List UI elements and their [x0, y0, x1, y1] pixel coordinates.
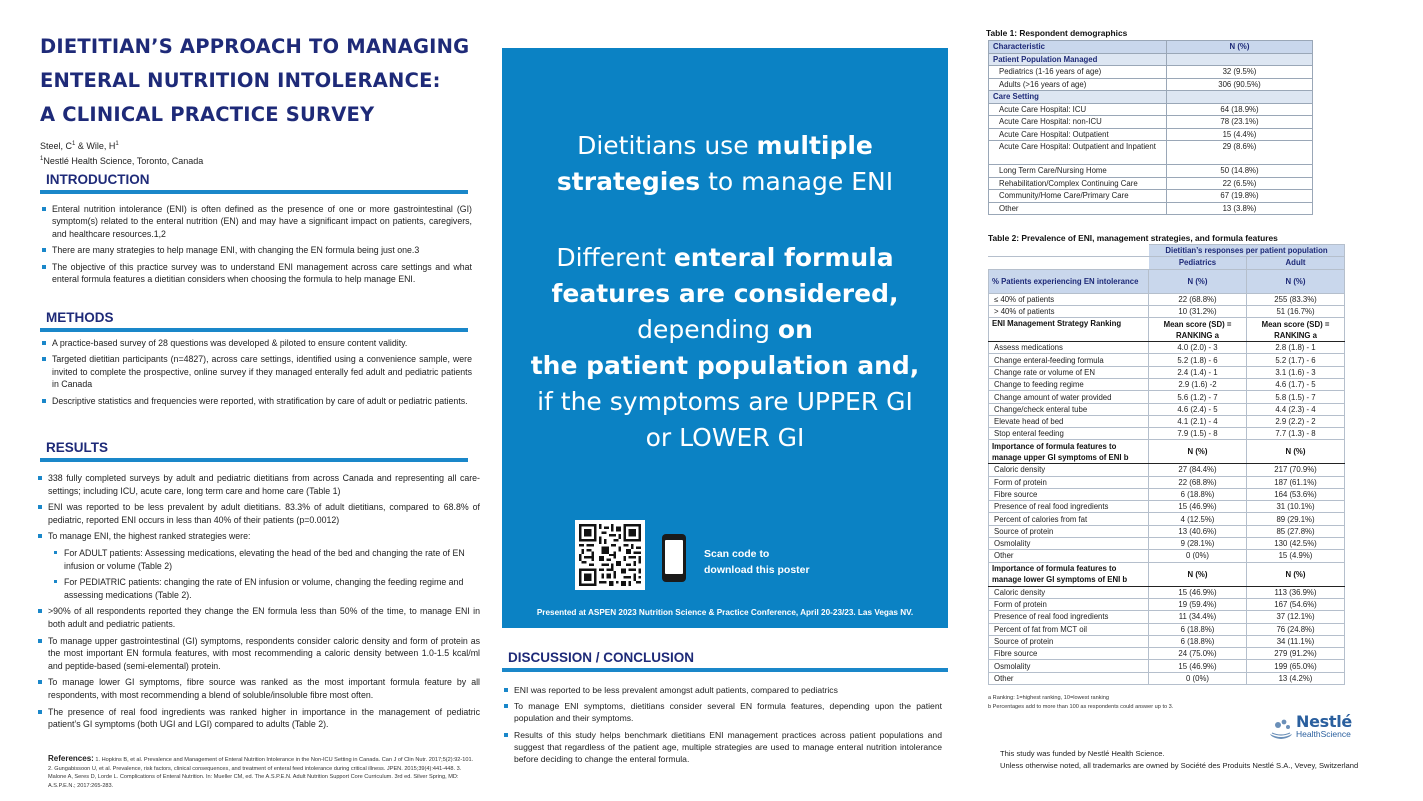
t2-row-value: 51 (16.7%) [1247, 305, 1345, 317]
footnote-a: a Ranking: 1=highest ranking, 10=lowest ranking [988, 695, 1109, 701]
t2-col-adult: Adult [1247, 257, 1345, 269]
t2-row-label: Change/check enteral tube [989, 403, 1149, 415]
t2-mean-header: Mean score (SD) = RANKING a [1149, 318, 1247, 342]
t1-cell: Rehabilitation/Complex Continuing Care [989, 177, 1167, 190]
t2-row-label: Form of protein [989, 476, 1149, 488]
t2-row-value: 27 (84.4%) [1149, 464, 1247, 476]
t2-row-value: 24 (75.0%) [1149, 648, 1247, 660]
t2-upper-row [989, 538, 1345, 550]
t2-row-label: Change to feeding regime [989, 379, 1149, 391]
affiliation-sup: 1 [40, 156, 44, 162]
references-label: References: [48, 754, 94, 763]
results-bullet: To manage upper gastrointestinal (GI) symptoms, respondents consider caloric density and form of protein as the most important EN formula features, with most recommending a caloric density between 1.0-1.5 kcal/ml and peptide-based (semi-elemental) protein. [36, 635, 480, 673]
author-2: & Wile, H [75, 141, 116, 151]
t2-row-value: 5.6 (1.2) - 7 [1149, 391, 1247, 403]
t2-row-value: 15 (46.9%) [1149, 586, 1247, 598]
t1-cell: 306 (90.5%) [1167, 78, 1313, 91]
author-2-sup: 1 [115, 141, 119, 147]
t2-lower-row [989, 672, 1345, 684]
t1-cell: Acute Care Hospital: Outpatient and Inpatient [989, 141, 1167, 165]
results-bullet: 338 fully completed surveys by adult and pediatric dietitians from across Canada and representing all care-settings; including ICU, acute care, long term care and home care (Table 1) [36, 472, 480, 497]
t2-row-value: 164 (53.6%) [1247, 488, 1345, 500]
references-text: 1. Hopkins B, et al. Prevalence and Management of Enteral Nutrition Intolerance in the Non-ICU Setting in Canada. Can J of Clin Nutr. 2017;5(2):92-101. 2. Gungabissoon U, et al. Prevalence, risk factors, clinical consequences, and treatment of enteral feed intolerance during critical illness. JPEN. 2015;39(4):441-448. 3. Malone A, Seres D, Lorde L. Complications of Enteral Nutrition. In: Mueller CM, ed. The A.S.P.E.N. Adult Nutrition Support Core Curriculum. 3rd ed. Silver Spring, MD: A.S.P.E.N.; 2017:265-283. [48, 757, 474, 789]
funding-note [1000, 748, 1358, 772]
msg-bold: on [777, 315, 813, 344]
t2-row-label: Form of protein [989, 598, 1149, 610]
results-sub-bullet: For ADULT patients: Assessing medications, elevating the head of the bed and changing the rate of EN infusion or volume (Table 2) [36, 547, 480, 572]
t2-super-header: Dietitian’s responses per patient population [1149, 245, 1345, 257]
discussion-list [502, 684, 942, 769]
funding-line-2: Unless otherwise noted, all trademarks are owned by Société des Produits Nestlé S.A., Vevey, Switzerland [1000, 761, 1359, 770]
author-1: Steel, C [40, 141, 73, 151]
t2-group-strategy: ENI Management Strategy Ranking [989, 318, 1149, 342]
results-heading: RESULTS [46, 440, 109, 455]
t2-row-label: Osmolality [989, 660, 1149, 672]
t2-row-value: 15 (4.9%) [1247, 550, 1345, 562]
msg-text: depending [637, 315, 778, 344]
t2-row-label: Change enteral-feeding formula [989, 354, 1149, 366]
title-line-2: ENTERAL NUTRITION INTOLERANCE: [40, 69, 441, 92]
t2-row-value: 199 (65.0%) [1247, 660, 1345, 672]
t2-row-value: 19 (59.4%) [1149, 598, 1247, 610]
t2-row-value: 4.1 (2.1) - 4 [1149, 415, 1247, 427]
t2-lower-row [989, 648, 1345, 660]
t2-lower-row [989, 660, 1345, 672]
t2-row-value: 11 (34.4%) [1149, 611, 1247, 623]
t1-cell: 67 (19.8%) [1167, 190, 1313, 203]
t1-cell: 50 (14.8%) [1167, 165, 1313, 178]
introduction-bar [40, 190, 468, 194]
table1-demographics [988, 40, 1313, 215]
footnote-b: b Percentages add to more than 100 as respondents could answer up to 3. [988, 704, 1174, 710]
results-bullet: ENI was reported to be less prevalent by adult dietitians. 83.3% of adult dietitians, compared to 68.8% of pediatric, reported ENI occurs in less than 40% of their patients (p=0.0012) [36, 501, 480, 526]
t2-row-value: 34 (11.1%) [1247, 635, 1345, 647]
logo-wordmark: Nestlé [1296, 712, 1352, 731]
t2-row-value: 22 (68.8%) [1149, 293, 1247, 305]
affiliation: Nestlé Health Science, Toronto, Canada [43, 156, 204, 166]
results-bullet: The presence of real food ingredients was ranked higher in importance in the management of pediatric patient’s GI symptoms (both UGI and LGI) compared to adults (Table 2). [36, 706, 480, 731]
scan-instructions [704, 546, 810, 578]
poster-title [40, 30, 490, 132]
t1-cell: Other [989, 202, 1167, 215]
t2-strategy-row [989, 403, 1345, 415]
intro-bullet: There are many strategies to help manage ENI, with changing the EN formula being just one.3 [40, 244, 472, 256]
msg-bold: multiple [756, 131, 873, 160]
t2-npct: N (%) [1149, 562, 1247, 586]
t2-row-value: 13 (4.2%) [1247, 672, 1345, 684]
t1-header: N (%) [1167, 41, 1313, 54]
t2-row-value: 4 (12.5%) [1149, 513, 1247, 525]
t2-row-value: 15 (46.9%) [1149, 660, 1247, 672]
table2-caption: Table 2: Prevalence of ENI, management strategies, and formula features [988, 233, 1278, 243]
qr-code[interactable] [575, 520, 645, 590]
discussion-bullet: ENI was reported to be less prevalent amongst adult patients, compared to pediatrics [502, 684, 942, 696]
t2-strategy-row [989, 415, 1345, 427]
t2-row-value: 4.4 (2.3) - 4 [1247, 403, 1345, 415]
t2-row-label: Assess medications [989, 342, 1149, 354]
t2-row-value: 5.2 (1.8) - 6 [1149, 354, 1247, 366]
title-line-3: A CLINICAL PRACTICE SURVEY [40, 103, 375, 126]
t2-row-value: 6 (18.8%) [1149, 488, 1247, 500]
t2-row-value: 167 (54.6%) [1247, 598, 1345, 610]
msg-text: Different [556, 243, 674, 272]
t2-prevalence-row [989, 293, 1345, 305]
t2-row-label: Percent of fat from MCT oil [989, 623, 1149, 635]
table2-footnotes [988, 694, 1173, 712]
t2-row-value: 76 (24.8%) [1247, 623, 1345, 635]
t1-group: Patient Population Managed [989, 53, 1167, 66]
t1-cell: Acute Care Hospital: Outpatient [989, 128, 1167, 141]
t1-cell: 32 (9.5%) [1167, 66, 1313, 79]
t2-row-label: Source of protein [989, 635, 1149, 647]
t2-row-label: Stop enteral feeding [989, 428, 1149, 440]
results-bar [40, 458, 468, 462]
discussion-heading: DISCUSSION / CONCLUSION [508, 650, 695, 665]
t1-cell: 29 (8.6%) [1167, 141, 1313, 165]
t2-row-value: 7.9 (1.5) - 8 [1149, 428, 1247, 440]
intro-bullet: Enteral nutrition intolerance (ENI) is often defined as the presence of one or more gastrointestinal (GI) symptom(s) related to the enteral nutrition (EN) and may have a significant impact on patients, caregivers, and healthcare resources.1,2 [40, 203, 472, 240]
t2-row-label: Fibre source [989, 648, 1149, 660]
table2-prevalence [988, 244, 1345, 685]
discussion-bar [502, 668, 948, 672]
t2-row-label: Presence of real food ingredients [989, 611, 1149, 623]
t1-cell: Community/Home Care/Primary Care [989, 190, 1167, 203]
t2-row-value: 4.6 (2.4) - 5 [1149, 403, 1247, 415]
t2-strategy-row [989, 354, 1345, 366]
t2-group-upper: Importance of formula features to manage upper GI symptoms of ENI b [989, 440, 1149, 464]
t2-row-label: > 40% of patients [989, 305, 1149, 317]
t1-cell: 64 (18.9%) [1167, 103, 1313, 116]
t2-row-value: 0 (0%) [1149, 672, 1247, 684]
methods-bar [40, 328, 468, 332]
t2-row-value: 5.2 (1.7) - 6 [1247, 354, 1345, 366]
t2-lower-row [989, 611, 1345, 623]
t2-mean-header: Mean score (SD) = RANKING a [1247, 318, 1345, 342]
key-message-panel [502, 48, 948, 628]
t2-row-value: 15 (46.9%) [1149, 501, 1247, 513]
scan-line-1: Scan code to [704, 548, 770, 560]
key-message [502, 128, 948, 456]
title-line-1: DIETITIAN’S APPROACH TO MANAGING [40, 35, 470, 58]
logo-subtitle: HealthScience [1296, 729, 1351, 739]
discussion-bullet: Results of this study helps benchmark dietitians ENI management practices across patient populations and suggest that regardless of the patient age, multiple strategies are used to manage enteral nutrition intolerance before deciding to change the enteral formula. [502, 729, 942, 766]
results-list [36, 472, 480, 735]
results-bullet: To manage lower GI symptoms, fibre source was ranked as the most important formula feature by all respondents, with most recommending a blend of soluble/insoluble fibre most often. [36, 676, 480, 701]
t2-row-value: 217 (70.9%) [1247, 464, 1345, 476]
t2-row-value: 279 (91.2%) [1247, 648, 1345, 660]
msg-bold: features are considered, [551, 279, 899, 308]
t2-prevalence-row [989, 305, 1345, 317]
phone-icon [662, 534, 686, 582]
t2-group-lower: Importance of formula features to manage lower GI symptoms of ENI b [989, 562, 1149, 586]
discussion-bullet: To manage ENI symptoms, dietitians consider several EN formula features, depending upon the patient population and their symptoms. [502, 700, 942, 724]
t2-npct: N (%) [1149, 269, 1247, 293]
nestle-health-science-logo [1296, 712, 1352, 739]
t2-row-label: Source of protein [989, 525, 1149, 537]
t2-row-value: 0 (0%) [1149, 550, 1247, 562]
t2-row-label: Other [989, 672, 1149, 684]
t2-strategy-row [989, 342, 1345, 354]
t2-upper-row [989, 476, 1345, 488]
funding-line-1: This study was funded by Nestlé Health Science. [1000, 749, 1165, 758]
t2-row-label: Elevate head of bed [989, 415, 1149, 427]
t2-strategy-row [989, 428, 1345, 440]
t2-row-label: Change rate or volume of EN [989, 366, 1149, 378]
t2-row-label: ≤ 40% of patients [989, 293, 1149, 305]
methods-bullet: A practice-based survey of 28 questions was developed & piloted to ensure content validity. [40, 337, 472, 349]
t1-cell: 15 (4.4%) [1167, 128, 1313, 141]
t2-npct: N (%) [1247, 269, 1345, 293]
t2-group-prevalence: % Patients experiencing EN intolerance [989, 269, 1149, 293]
t2-row-value: 113 (36.9%) [1247, 586, 1345, 598]
t2-row-value: 4.0 (2.0) - 3 [1149, 342, 1247, 354]
t1-cell: Adults (>16 years of age) [989, 78, 1167, 91]
t2-row-value: 22 (68.8%) [1149, 476, 1247, 488]
t2-row-value: 4.6 (1.7) - 5 [1247, 379, 1345, 391]
t2-row-value: 5.8 (1.5) - 7 [1247, 391, 1345, 403]
t2-strategy-row [989, 391, 1345, 403]
t2-row-value: 31 (10.1%) [1247, 501, 1345, 513]
t2-row-label: Caloric density [989, 464, 1149, 476]
methods-heading: METHODS [46, 310, 114, 325]
t2-row-label: Fibre source [989, 488, 1149, 500]
msg-bold: strategies [556, 167, 701, 196]
presented-at: Presented at ASPEN 2023 Nutrition Science & Practice Conference, April 20-23/23. Las Vegas NV. [536, 608, 914, 617]
t2-row-label: Change amount of water provided [989, 391, 1149, 403]
t2-npct: N (%) [1149, 440, 1247, 464]
msg-text: Dietitians use [577, 131, 757, 160]
t2-row-value: 7.7 (1.3) - 8 [1247, 428, 1345, 440]
t2-lower-row [989, 598, 1345, 610]
t2-row-value: 85 (27.8%) [1247, 525, 1345, 537]
authors [40, 138, 203, 168]
msg-bold: the patient population and, [530, 351, 920, 380]
t1-cell: Pediatrics (1-16 years of age) [989, 66, 1167, 79]
msg-bold: enteral formula [673, 243, 894, 272]
t2-row-value: 13 (40.6%) [1149, 525, 1247, 537]
table1-caption: Table 1: Respondent demographics [986, 28, 1128, 38]
methods-bullet: Targeted dietitian participants (n=4827), across care settings, identified using a convenience sample, were invited to complete the prospective, online survey if they managed enterally fed adult and pediatric patients in Canada [40, 353, 472, 390]
t2-row-label: Other [989, 550, 1149, 562]
t2-upper-row [989, 501, 1345, 513]
t2-row-value: 6 (18.8%) [1149, 635, 1247, 647]
t1-header: Characteristic [989, 41, 1167, 54]
t2-upper-row [989, 525, 1345, 537]
introduction-list [40, 203, 472, 289]
t2-npct: N (%) [1247, 440, 1345, 464]
t2-row-value: 3.1 (1.6) - 3 [1247, 366, 1345, 378]
t2-strategy-row [989, 379, 1345, 391]
results-bullet: >90% of all respondents reported they change the EN formula less than 50% of the time, to manage ENI in both adult and pediatric patients. [36, 605, 480, 630]
nest-icon [1268, 716, 1294, 740]
t2-lower-row [989, 635, 1345, 647]
t2-row-value: 2.4 (1.4) - 1 [1149, 366, 1247, 378]
t1-cell: Long Term Care/Nursing Home [989, 165, 1167, 178]
t2-row-value: 2.9 (2.2) - 2 [1247, 415, 1345, 427]
t1-cell: Acute Care Hospital: non-ICU [989, 116, 1167, 129]
t2-upper-row [989, 464, 1345, 476]
t2-row-value: 10 (31.2%) [1149, 305, 1247, 317]
t2-row-label: Caloric density [989, 586, 1149, 598]
t2-row-label: Osmolality [989, 538, 1149, 550]
intro-bullet: The objective of this practice survey was to understand ENI management across care settings and what enteral formula features a dietitian considers when choosing the formula to help manage ENI. [40, 261, 472, 286]
references [48, 755, 478, 790]
t2-col-pediatrics: Pediatrics [1149, 257, 1247, 269]
t2-row-value: 255 (83.3%) [1247, 293, 1345, 305]
t2-upper-row [989, 550, 1345, 562]
scan-line-2: download this poster [704, 564, 810, 576]
results-sub-bullet: For PEDIATRIC patients: changing the rate of EN infusion or volume, changing the feeding regime and assessing medications (Table 2). [36, 576, 480, 601]
t2-lower-row [989, 623, 1345, 635]
t2-row-value: 2.9 (1.6) -2 [1149, 379, 1247, 391]
introduction-heading: INTRODUCTION [46, 172, 150, 187]
author-1-sup: 1 [72, 141, 76, 147]
t2-row-value: 37 (12.1%) [1247, 611, 1345, 623]
t2-row-value: 89 (29.1%) [1247, 513, 1345, 525]
t1-cell: Acute Care Hospital: ICU [989, 103, 1167, 116]
t1-cell: 78 (23.1%) [1167, 116, 1313, 129]
t2-row-label: Presence of real food ingredients [989, 501, 1149, 513]
t1-cell: 13 (3.8%) [1167, 202, 1313, 215]
t2-upper-row [989, 488, 1345, 500]
t2-row-label: Percent of calories from fat [989, 513, 1149, 525]
t2-upper-row [989, 513, 1345, 525]
t2-row-value: 6 (18.8%) [1149, 623, 1247, 635]
t2-row-value: 9 (28.1%) [1149, 538, 1247, 550]
msg-text: if the symptoms are UPPER GI [537, 387, 913, 416]
t1-cell: 22 (6.5%) [1167, 177, 1313, 190]
t2-npct: N (%) [1247, 562, 1345, 586]
t2-strategy-row [989, 366, 1345, 378]
t2-row-value: 187 (61.1%) [1247, 476, 1345, 488]
methods-bullet: Descriptive statistics and frequencies were reported, with stratification by care of adult or pediatric patients. [40, 395, 472, 407]
msg-text: or LOWER GI [645, 423, 805, 452]
t2-row-value: 2.8 (1.8) - 1 [1247, 342, 1345, 354]
t1-group: Care Setting [989, 91, 1167, 104]
msg-text: to manage ENI [700, 167, 894, 196]
methods-list [40, 337, 472, 411]
results-bullet: To manage ENI, the highest ranked strategies were: [36, 530, 480, 543]
t2-row-value: 130 (42.5%) [1247, 538, 1345, 550]
t2-lower-row [989, 586, 1345, 598]
